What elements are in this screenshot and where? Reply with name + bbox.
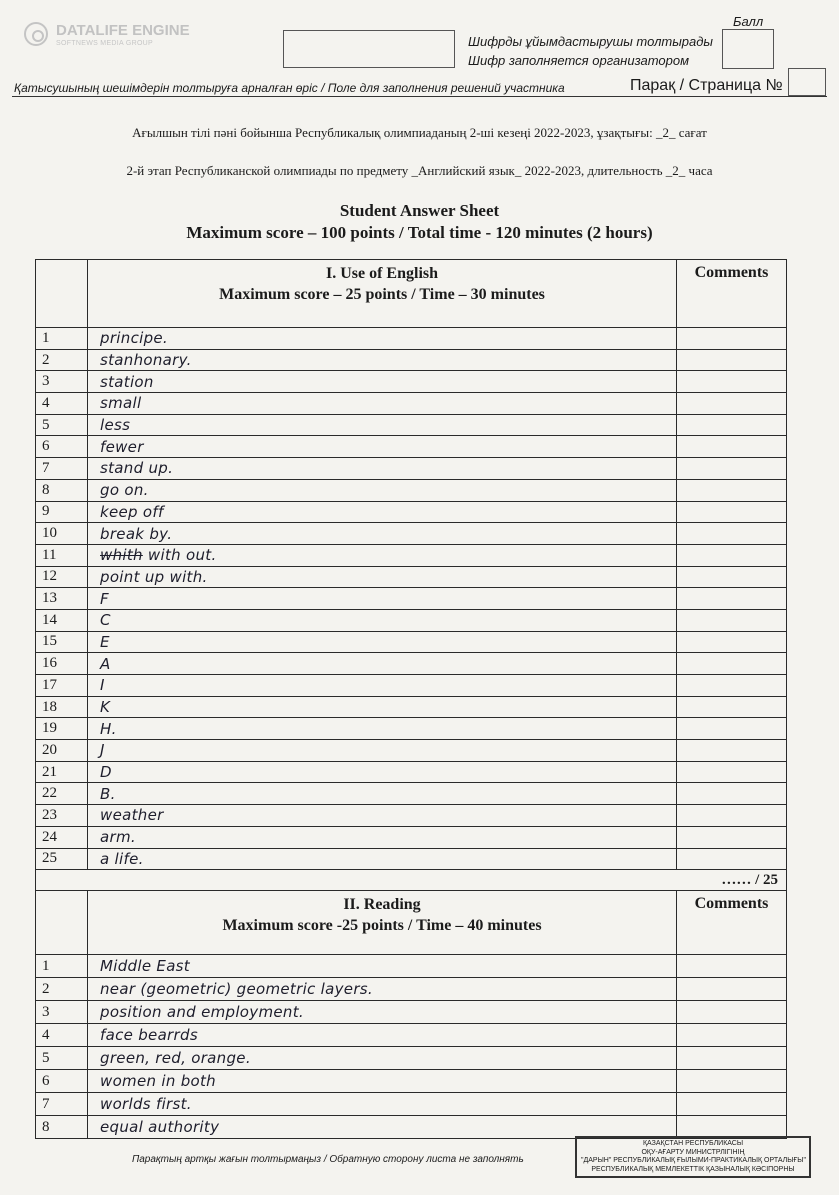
section1-answer-row — [36, 371, 787, 393]
watermark-title: DATALIFE ENGINE — [56, 22, 190, 39]
section1-answer-row — [36, 349, 787, 371]
answer-cell: arm. — [88, 826, 677, 848]
answer-cell: less — [88, 414, 677, 436]
section2-title-cell — [88, 891, 677, 955]
question-number: 6 — [36, 436, 88, 458]
answer-cell: station — [88, 371, 677, 393]
comment-cell — [677, 718, 787, 740]
answer-cell: B. — [88, 783, 677, 805]
question-number: 19 — [36, 718, 88, 740]
comment-cell — [677, 955, 787, 978]
stamp — [575, 1136, 811, 1178]
field-note: Қатысушының шешімдерін толтыруға арналған өріс / Поле для заполнения решений участника — [14, 81, 565, 95]
section1-score-row — [36, 870, 787, 891]
answer-cell: a life. — [88, 848, 677, 870]
comment-cell — [677, 566, 787, 588]
question-number: 14 — [36, 609, 88, 631]
comment-cell — [677, 393, 787, 415]
section1-header — [36, 260, 787, 328]
comment-cell — [677, 696, 787, 718]
section1-title-cell — [88, 260, 677, 328]
stamp-line: РЕСПУБЛИКАЛЫҚ МЕМЛЕКЕТТІК ҚАЗЫНАЛЫҚ КӘСІПОРНЫ — [591, 1165, 795, 1173]
question-number: 3 — [36, 1001, 88, 1024]
question-number: 2 — [36, 349, 88, 371]
comment-cell — [677, 523, 787, 545]
section1-answer-row — [36, 393, 787, 415]
comment-cell — [677, 371, 787, 393]
stamp-line: ОҚУ-АҒАРТУ МИНИСТРЛІГІНІҢ — [641, 1148, 745, 1156]
struck-answer: whith — [100, 546, 143, 565]
question-number: 2 — [36, 978, 88, 1001]
section1-answer-row — [36, 436, 787, 458]
question-number: 12 — [36, 566, 88, 588]
section1-answer-row — [36, 718, 787, 740]
sheet-max-score: Maximum score – 100 points / Total time - 120 minutes (2 hours) — [186, 223, 653, 242]
stamp-line: ҚАЗАҚСТАН РЕСПУБЛИКАСЫ — [642, 1140, 744, 1147]
answer-cell: principe. — [88, 328, 677, 350]
answer-cell: stand up. — [88, 458, 677, 480]
question-number: 7 — [36, 458, 88, 480]
question-number: 8 — [36, 1116, 88, 1139]
section1-score: …… / 25 — [36, 870, 787, 891]
watermark-subtitle: SOFTNEWS MEDIA GROUP — [56, 40, 154, 47]
comment-cell — [677, 740, 787, 762]
section1-answer-row — [36, 479, 787, 501]
section1-answer-row — [36, 458, 787, 480]
stamp-line: "ДАРЫН" РЕСПУБЛИКАЛЫҚ ҒЫЛЫМИ-ПРАКТИКАЛЫҚ ОРТАЛЫҒЫ" — [581, 1157, 806, 1164]
section1-answer-row — [36, 675, 787, 697]
section2-body — [36, 891, 787, 1139]
section1-title: I. Use of English — [325, 265, 439, 282]
question-number: 17 — [36, 675, 88, 697]
comment-cell — [677, 1024, 787, 1047]
question-number: 22 — [36, 783, 88, 805]
comment-cell — [677, 1070, 787, 1093]
section2-answer-row — [36, 1093, 787, 1116]
question-number: 6 — [36, 1070, 88, 1093]
answer-cell: keep off — [88, 501, 677, 523]
section2-answer-row — [36, 978, 787, 1001]
comment-cell — [677, 805, 787, 827]
question-number: 15 — [36, 631, 88, 653]
comment-cell — [677, 978, 787, 1001]
section1-answer-row — [36, 848, 787, 870]
logo-icon — [24, 22, 48, 46]
question-number: 5 — [36, 1047, 88, 1070]
section1-answer-row — [36, 501, 787, 523]
question-number: 24 — [36, 826, 88, 848]
answer-cell: F — [88, 588, 677, 610]
section1-score-body — [36, 870, 787, 891]
answer-cell: Middle East — [88, 955, 677, 978]
answer-cell: position and employment. — [88, 1001, 677, 1024]
answer-cell: D — [88, 761, 677, 783]
title-ru: 2-й этап Республиканской олимпиады по предмету _Английский язык_ 2022-2023, длительность _2_ часа — [126, 163, 713, 178]
organizer-note-kz: Шифрды ұйымдастырушы толтырады — [468, 34, 714, 49]
question-number: 1 — [36, 955, 88, 978]
question-number: 3 — [36, 371, 88, 393]
answer-cell: J — [88, 740, 677, 762]
section1-answer-row — [36, 740, 787, 762]
comment-cell — [677, 783, 787, 805]
answer-text: with out. — [147, 546, 217, 565]
question-number: 16 — [36, 653, 88, 675]
answer-cell: small — [88, 393, 677, 415]
section1-answer-row — [36, 566, 787, 588]
question-number: 1 — [36, 328, 88, 350]
answer-cell: fewer — [88, 436, 677, 458]
section1-subtitle: Maximum score – 25 points / Time – 30 minutes — [219, 286, 545, 303]
comment-cell — [677, 1001, 787, 1024]
score-box-label: Балл — [733, 14, 764, 29]
page-label: Парақ / Страница № — [630, 77, 783, 94]
section1-comments-head: Comments — [677, 260, 787, 328]
section1-answer-row — [36, 653, 787, 675]
question-number: 25 — [36, 848, 88, 870]
question-number: 5 — [36, 414, 88, 436]
section2-comments-head: Comments — [677, 891, 787, 955]
section2-answer-row — [36, 955, 787, 978]
section1-answer-row — [36, 761, 787, 783]
section1-answer-row — [36, 631, 787, 653]
question-number: 8 — [36, 479, 88, 501]
comment-cell — [677, 848, 787, 870]
answer-table — [35, 259, 787, 1139]
comment-cell — [677, 588, 787, 610]
section2-header — [36, 891, 787, 955]
comment-cell — [677, 436, 787, 458]
answer-cell: green, red, orange. — [88, 1047, 677, 1070]
comment-cell — [677, 631, 787, 653]
comment-cell — [677, 826, 787, 848]
section1-answer-row — [36, 523, 787, 545]
comment-cell — [677, 653, 787, 675]
sheet-heading — [0, 200, 839, 244]
answer-cell: E — [88, 631, 677, 653]
organizer-note — [468, 32, 713, 70]
answer-cell: A — [88, 653, 677, 675]
section1-answer-row — [36, 696, 787, 718]
comment-cell — [677, 1093, 787, 1116]
section2-num-head — [36, 891, 88, 955]
comment-cell — [677, 544, 787, 566]
comment-cell — [677, 675, 787, 697]
section1-answer-row — [36, 783, 787, 805]
answer-cell: go on. — [88, 479, 677, 501]
footer-note: Парақтың артқы жағын толтырмаңыз / Обратную сторону листа не заполнять — [132, 1154, 524, 1165]
organizer-note-ru: Шифр заполняется организатором — [468, 53, 689, 68]
cipher-box — [283, 30, 455, 68]
section2-answer-row — [36, 1001, 787, 1024]
answer-cell: women in both — [88, 1070, 677, 1093]
question-number: 23 — [36, 805, 88, 827]
question-number: 7 — [36, 1093, 88, 1116]
question-number: 4 — [36, 1024, 88, 1047]
answer-cell: face bearrds — [88, 1024, 677, 1047]
section1-answer-row — [36, 414, 787, 436]
comment-cell — [677, 414, 787, 436]
answer-cell: stanhonary. — [88, 349, 677, 371]
section2-answer-row — [36, 1024, 787, 1047]
section1-body — [36, 260, 787, 870]
answer-cell: worlds first. — [88, 1093, 677, 1116]
page-number-box — [788, 68, 826, 96]
answer-cell: H. — [88, 718, 677, 740]
watermark-logo — [24, 22, 224, 52]
header-divider — [12, 96, 827, 97]
answer-cell: K — [88, 696, 677, 718]
section1-answer-row — [36, 588, 787, 610]
section2-answer-row — [36, 1070, 787, 1093]
answer-cell — [88, 544, 677, 566]
answer-cell: I — [88, 675, 677, 697]
question-number: 11 — [36, 544, 88, 566]
score-box — [722, 29, 774, 69]
question-number: 10 — [36, 523, 88, 545]
section1-num-head — [36, 260, 88, 328]
question-number: 18 — [36, 696, 88, 718]
section2-answer-row — [36, 1047, 787, 1070]
comment-cell — [677, 1047, 787, 1070]
section2-title: II. Reading — [343, 896, 421, 914]
answer-cell: near (geometric) geometric layers. — [88, 978, 677, 1001]
answer-cell: break by. — [88, 523, 677, 545]
answer-cell: equal authority — [88, 1116, 677, 1139]
answer-cell: weather — [88, 805, 677, 827]
comment-cell — [677, 609, 787, 631]
comment-cell — [677, 479, 787, 501]
answer-cell: C — [88, 609, 677, 631]
comment-cell — [677, 349, 787, 371]
comment-cell — [677, 761, 787, 783]
comment-cell — [677, 458, 787, 480]
section1-answer-row — [36, 609, 787, 631]
section2-subtitle: Maximum score -25 points / Time – 40 minutes — [222, 917, 542, 935]
comment-cell — [677, 501, 787, 523]
answer-cell: point up with. — [88, 566, 677, 588]
question-number: 20 — [36, 740, 88, 762]
question-number: 9 — [36, 501, 88, 523]
question-number: 4 — [36, 393, 88, 415]
section1-answer-row — [36, 544, 787, 566]
question-number: 21 — [36, 761, 88, 783]
section1-answer-row — [36, 805, 787, 827]
section1-answer-row — [36, 826, 787, 848]
question-number: 13 — [36, 588, 88, 610]
title-kz: Ағылшын тілі пәні бойынша Республикалық олимпиаданың 2-ші кезеңі 2022-2023, ұзақтығы: _2_ сағат — [132, 125, 707, 140]
section1-answer-row — [36, 328, 787, 350]
sheet-title: Student Answer Sheet — [339, 201, 500, 220]
comment-cell — [677, 328, 787, 350]
